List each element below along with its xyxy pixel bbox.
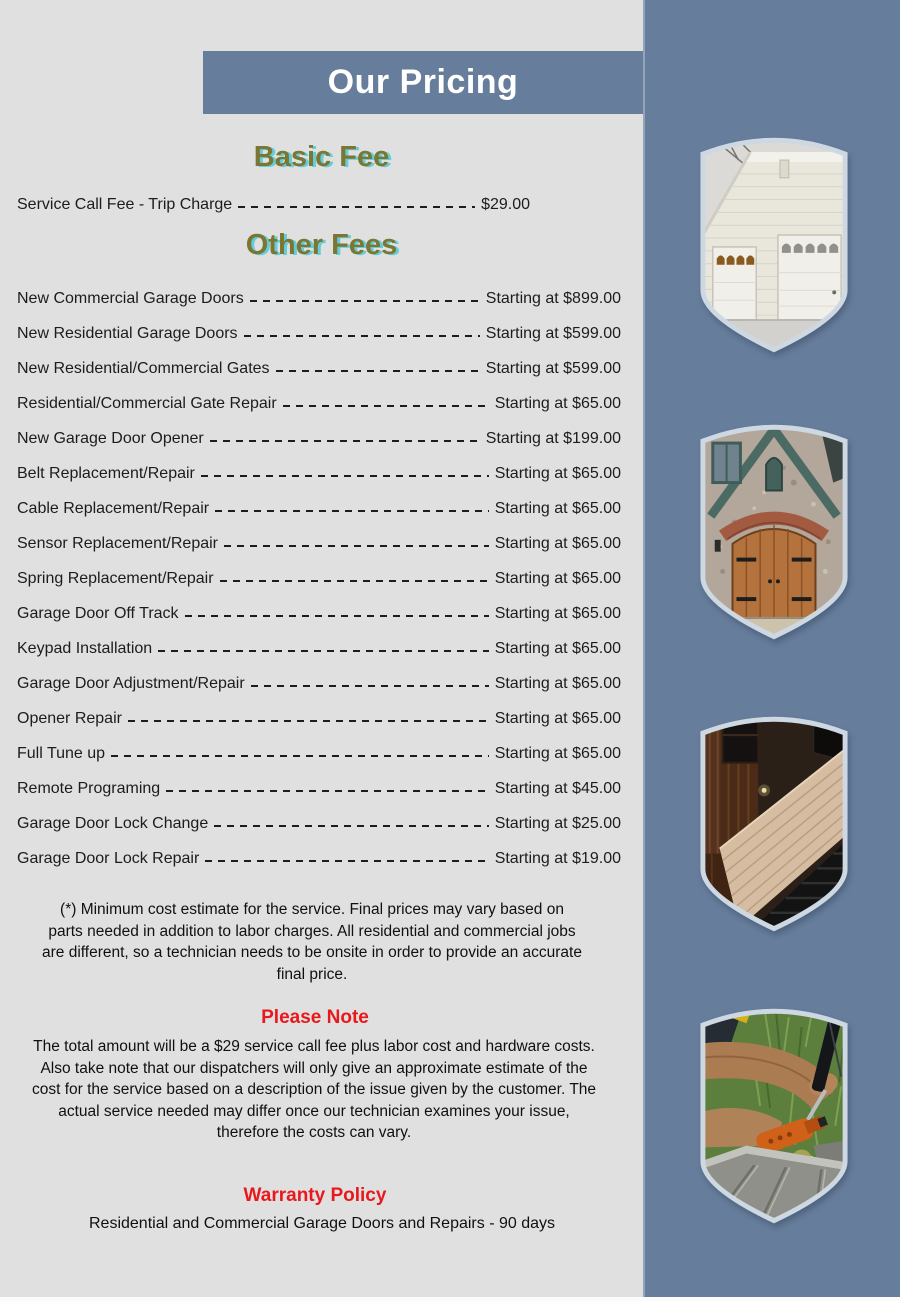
fee-row [17,701,621,736]
other-fees-list [17,281,621,876]
fee-label: Remote Programing [17,779,161,797]
fee-price: Starting at $25.00 [494,814,621,832]
fee-row [17,316,621,351]
dash-leader [251,685,489,687]
dash-leader [250,300,480,302]
fee-label: New Commercial Garage Doors [17,289,244,307]
basic-fee-heading: Basic Fee [253,141,390,173]
fee-row [17,456,621,491]
warranty-policy-text: Residential and Commercial Garage Doors and Repairs - 90 days [89,1215,555,1232]
fee-price: Starting at $65.00 [494,604,621,622]
fee-row [17,351,621,386]
fee-row [17,491,621,526]
fee-price: Starting at $65.00 [494,464,621,482]
fee-label: Garage Door Off Track [17,604,179,622]
fee-label: Garage Door Lock Repair [17,849,200,867]
please-note-text: The total amount will be a $29 service call fee plus labor cost and hardware costs. Also take note that our dispatchers will only give an approximate estimate of the cost for the service based on a description of the issue given by the customer. The actual service needed may differ once our technician examines your issue, therefore the costs can vary. [31,1038,597,1141]
dash-leader [238,206,475,208]
fee-label: Garage Door Lock Change [17,814,209,832]
photo-art [695,705,853,934]
fee-price: Starting at $899.00 [485,289,621,307]
fee-row [17,561,621,596]
fee-label: Belt Replacement/Repair [17,464,195,482]
modern-wood-garage-facade-photo [695,705,853,935]
fee-label: New Residential/Commercial Gates [17,359,270,377]
fee-price: Starting at $19.00 [494,849,621,867]
fee-label: New Garage Door Opener [17,429,204,447]
fee-row [17,771,621,806]
fee-row [17,386,621,421]
fee-label: Spring Replacement/Repair [17,569,214,587]
fee-label: Cable Replacement/Repair [17,499,210,517]
photo-art [695,997,853,1226]
stone-house-wooden-garage-door-photo [695,413,853,643]
bottom-white-strip [0,1297,900,1301]
warranty-policy-heading: Warranty Policy [243,1185,387,1206]
fee-row [17,281,621,316]
dash-leader [220,580,489,582]
fee-price: Starting at $65.00 [494,674,621,692]
technician-welding-repair-photo [695,997,853,1227]
page-title: Our Pricing [327,63,519,101]
fee-row [17,631,621,666]
fee-price: Starting at $65.00 [494,744,621,762]
panel-divider [643,0,645,1301]
dash-leader [111,755,489,757]
dash-leader [224,545,489,547]
fee-row [17,526,621,561]
fee-row [17,806,621,841]
fee-price: Starting at $65.00 [494,569,621,587]
fee-label: New Residential Garage Doors [17,324,238,342]
photo-art [695,126,853,355]
fee-row [17,841,621,876]
fee-price: Starting at $199.00 [485,429,621,447]
fee-row [17,736,621,771]
fee-label: Residential/Commercial Gate Repair [17,394,277,412]
dash-leader [244,335,480,337]
fee-price: Starting at $45.00 [494,779,621,797]
fee-label: Keypad Installation [17,639,153,657]
dash-leader [210,440,480,442]
fee-label: Sensor Replacement/Repair [17,534,218,552]
fee-row [17,596,621,631]
please-note-heading: Please Note [261,1007,369,1028]
fee-label: Opener Repair [17,709,122,727]
fee-label: Service Call Fee - Trip Charge [17,195,233,213]
fee-price: Starting at $65.00 [494,394,621,412]
basic-fee-row [17,187,530,222]
fee-price: Starting at $65.00 [494,499,621,517]
fee-row [17,666,621,701]
dash-leader [214,825,488,827]
photo-art [695,413,853,642]
fee-price: Starting at $65.00 [494,534,621,552]
fee-price: Starting at $65.00 [494,639,621,657]
fee-label: Full Tune up [17,744,106,762]
dash-leader [128,720,489,722]
white-double-garage-photo [695,126,853,356]
dash-leader [166,790,489,792]
fee-price: Starting at $599.00 [485,324,621,342]
dash-leader [283,405,489,407]
other-fees-heading: Other Fees [245,229,398,261]
page-title-bar [203,51,643,114]
dash-leader [185,615,489,617]
fee-price: Starting at $65.00 [494,709,621,727]
dash-leader [158,650,488,652]
fee-price: Starting at $599.00 [485,359,621,377]
dash-leader [215,510,489,512]
disclaimer-text: (*) Minimum cost estimate for the service. Final prices may vary based on parts needed in addition to labor charges. All residential and commercial jobs are different, so a technician needs to be onsite in order to provide an accurate final price. [42,901,582,983]
fee-row [17,421,621,456]
dash-leader [276,370,480,372]
fee-price: $29.00 [481,195,530,213]
fee-label: Garage Door Adjustment/Repair [17,674,245,692]
dash-leader [201,475,489,477]
dash-leader [205,860,488,862]
